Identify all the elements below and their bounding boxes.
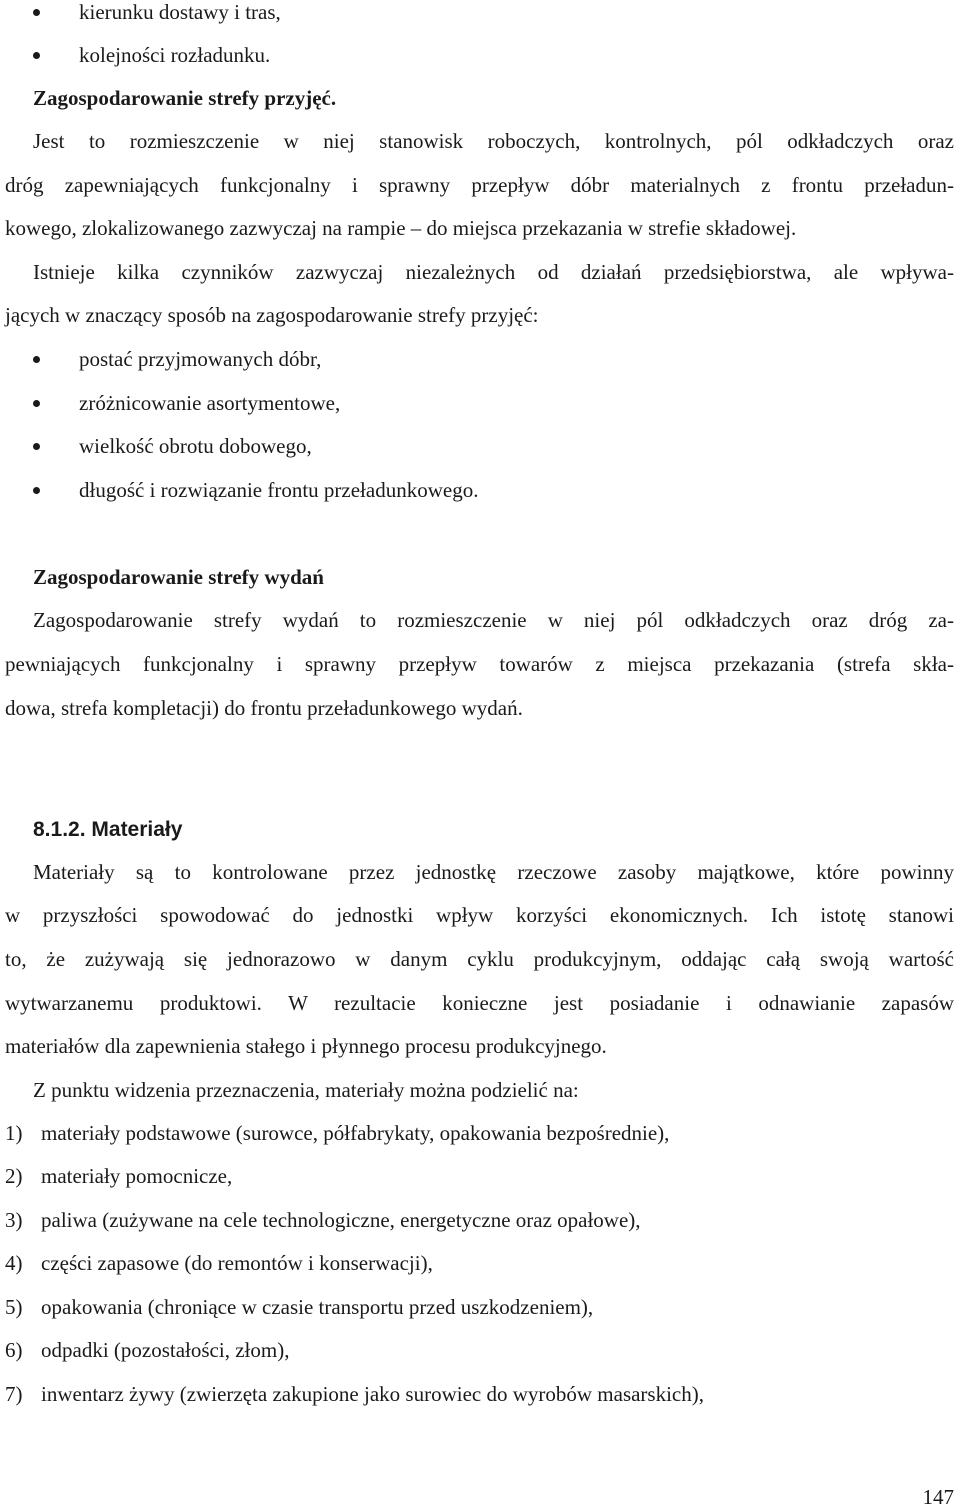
bullet-icon	[33, 400, 40, 407]
materials-list-item: 2) materiały pomocnicze,	[5, 1164, 233, 1188]
materials-intro: Z punktu widzenia przeznaczenia, materiały można podzielić na:	[33, 1078, 579, 1102]
materials-para-line: materiałów dla zapewnienia stałego i płynnego procesu produkcyjnego.	[5, 1034, 607, 1058]
dispatch-para-line: Zagospodarowanie strefy wydań to rozmieszczenie w niej pól odkładczych oraz dróg za-	[33, 608, 954, 632]
dispatch-zone-heading: Zagospodarowanie strefy wydań	[33, 565, 324, 589]
receiving-para1-line: dróg zapewniających funkcjonalny i sprawny przepływ dóbr materialnych z frontu przeładun-	[5, 173, 954, 197]
bullet-icon	[33, 356, 40, 363]
section-title: Materiały	[91, 818, 183, 841]
materials-list-item: 5) opakowania (chroniące w czasie transportu przed uszkodzeniem),	[5, 1295, 594, 1319]
materials-para-line: wytwarzanemu produktowi. W rezultacie konieczne jest posiadanie i odnawianie zapasów	[5, 991, 954, 1015]
materials-list-item: 3) paliwa (zużywane na cele technologiczne, energetyczne oraz opałowe),	[5, 1208, 641, 1232]
receiving-zone-heading: Zagospodarowanie strefy przyjęć.	[33, 86, 337, 110]
materials-list-item: 4) części zapasowe (do remontów i konserwacji),	[5, 1251, 433, 1275]
receiving-para2-line: jących w znaczący sposób na zagospodarowanie strefy przyjęć:	[5, 303, 539, 327]
materials-list-item: 7) inwentarz żywy (zwierzęta zakupione jako surowiec do wyrobów masarskich),	[5, 1382, 704, 1406]
bullet-icon	[33, 9, 40, 16]
page-number: 147	[922, 1485, 954, 1509]
bullet-icon	[33, 52, 40, 59]
materials-para-line: Materiały są to kontrolowane przez jednostkę rzeczowe zasoby majątkowe, które powinny	[33, 860, 954, 884]
section-heading	[33, 819, 182, 840]
materials-para-line: w przyszłości spowodować do jednostki wpływ korzyści ekonomicznych. Ich istotę stanowi	[5, 903, 954, 927]
bullet-icon	[33, 487, 40, 494]
dispatch-para-line: pewniających funkcjonalny i sprawny przepływ towarów z miejsca przekazania (strefa skła-	[5, 652, 954, 676]
materials-list-item: 1) materiały podstawowe (surowce, półfabrykaty, opakowania bezpośrednie),	[5, 1121, 670, 1145]
materials-list-item: 6) odpadki (pozostałości, złom),	[5, 1338, 290, 1362]
receiving-para1-line: Jest to rozmieszczenie w niej stanowisk roboczych, kontrolnych, pól odkładczych oraz	[33, 129, 954, 153]
bullet-icon	[33, 443, 40, 450]
receiving-para1-line: kowego, zlokalizowanego zazwyczaj na rampie – do miejsca przekazania w strefie składowej.	[5, 216, 797, 240]
section-number: 8.1.2.	[33, 818, 86, 841]
dispatch-para-line: dowa, strefa kompletacji) do frontu przeładunkowego wydań.	[5, 696, 523, 720]
materials-para-line: to, że zużywają się jednorazowo w danym cyklu produkcyjnym, oddając całą swoją wartość	[5, 947, 954, 971]
receiving-para2-line: Istnieje kilka czynników zazwyczaj niezależnych od działań przedsiębiorstwa, ale wpływa-	[33, 260, 954, 284]
